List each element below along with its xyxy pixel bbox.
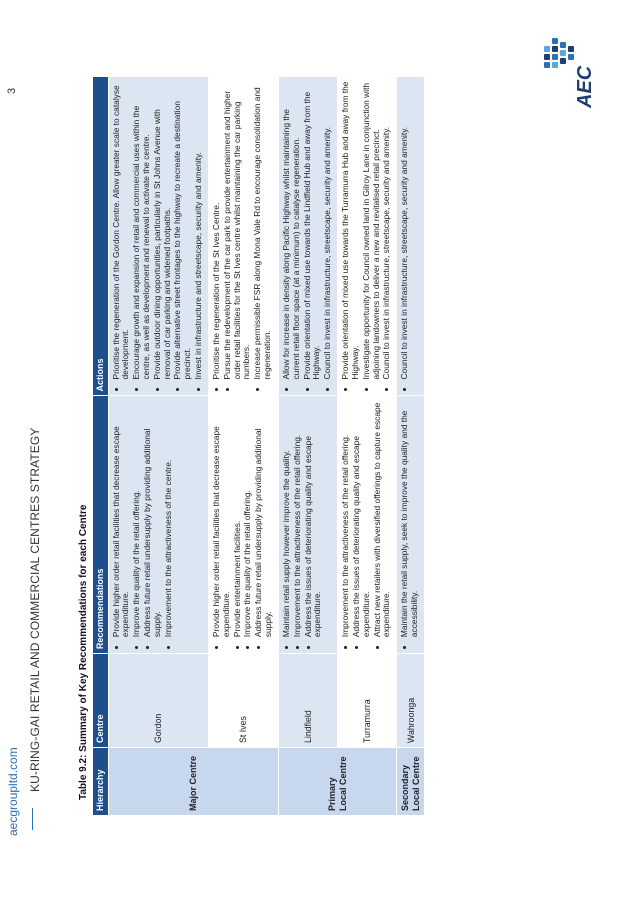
page-number: 3 [6, 87, 18, 94]
recommendations-list [341, 401, 392, 650]
action-item: • Provide orientation of mixed use towards the Turramurra Hub and away from the Highway. [341, 81, 361, 380]
recommendation-item: • Maintain retail supply however improve the quality. [282, 401, 292, 638]
action-item: • Increase permissible FSR along Mona Vale Rd to encourage consolidation and regeneration. [253, 81, 273, 380]
action-item: • Prioritise the regeneration of the St Ives Centre. [212, 81, 222, 380]
action-item: • Allow for increase in density along Pacific Highway whilst maintaining the current retail floor space (at a minimum) to catalyse regeneration. [282, 81, 302, 380]
actions-cell [397, 77, 425, 397]
recommendations-cell [208, 396, 278, 654]
hierarchy-cell: Major Centre [108, 748, 278, 816]
recommendation-item: • Address the issues of deteriorating quality and escape expenditure. [352, 401, 372, 638]
action-item: • Council to invest in infrastructure, streetscape, security and amenity. [382, 81, 392, 380]
action-item: • Prioritise the regeneration of the Gordon Centre. Allow greater scale to catalyse development. [112, 81, 132, 380]
action-item: • Provide alternative street frontages to the highway to recreate a destination precinct. [173, 81, 193, 380]
website-url-link[interactable]: aecgroupltd.com [6, 747, 20, 836]
recommendations-list [282, 401, 323, 650]
recommendation-item: • Improve the quality of the retail offering. [132, 401, 142, 638]
recommendation-item: • Improvement to the attractiveness of the centre. [164, 401, 174, 638]
recommendations-list [112, 401, 174, 650]
table-row [208, 77, 278, 816]
action-item: • Council to invest in infrastructure, streetscape, security and amenity. [400, 81, 410, 380]
document-title: KU-RING-GAI RETAIL AND COMMERCIAL CENTRES STRATEGY [28, 427, 42, 792]
recommendations-list [400, 401, 420, 650]
table-row [338, 77, 397, 816]
action-item: • Encourage growth and expansion of retail and commercial uses within the centre, as well as development and renewal to activate the centre. [132, 81, 152, 380]
column-header-recommendations: Recommendations [93, 396, 109, 654]
recommendation-item: • Attract new retailers with diversified offerings to capture escape expenditure. [373, 401, 393, 638]
footer-rule [32, 808, 33, 830]
recommendation-item: • Address future retail undersupply by providing additional supply. [143, 401, 163, 638]
recommendation-item: • Provide higher order retail facilities that decrease escape expenditure. [112, 401, 132, 638]
actions-list [282, 81, 333, 392]
actions-cell [278, 77, 337, 397]
hierarchy-cell: Primary Local Centre [278, 748, 396, 816]
actions-list [212, 81, 273, 392]
centre-cell: Wahroonga [397, 654, 425, 748]
actions-list [341, 81, 392, 392]
recommendation-item: • Improvement to the attractiveness of the retail offering. [293, 401, 303, 638]
recommendation-item: • Improvement to the attractiveness of the retail offering. [341, 401, 351, 638]
table-header-row [93, 77, 109, 816]
recommendations-cell [338, 396, 397, 654]
recommendations-list [212, 401, 274, 650]
aec-logo [540, 30, 610, 120]
table-row [397, 77, 425, 816]
table-row [278, 77, 337, 816]
logo-wordmark: AEC [574, 65, 596, 108]
recommendations-cell [397, 396, 425, 654]
centre-cell: St Ives [208, 654, 278, 748]
recommendation-item: • Provide higher order retail facilities that decrease escape expenditure. [212, 401, 232, 638]
recommendation-item: • Address future retail undersupply by providing additional supply. [254, 401, 274, 638]
column-header-centre: Centre [93, 654, 109, 748]
column-header-hierarchy: Hierarchy [93, 748, 109, 816]
hierarchy-cell: Secondary Local Centre [397, 748, 425, 816]
actions-list [400, 81, 410, 392]
action-item: • Provide outdoor dining opportunities, particularly in St Johns Avenue with removal of car parking and widened footpaths. [153, 81, 173, 380]
action-item: • Provide orientation of mixed use towards the Lindfield Hub and away from the Highway. [303, 81, 323, 380]
action-item: • Invest in infrastructure and streetscape, security and amenity. [194, 81, 204, 380]
recommendation-item: • Address the issues of deteriorating quality and escape expenditure. [304, 401, 324, 638]
action-item: • Investigate opportunity for Council owned land in Gilroy Lane in conjunction with adjoining landowners to deliver a new and revitalised retail precinct. [362, 81, 382, 380]
column-header-actions: Actions [93, 77, 109, 397]
centre-cell: Gordon [108, 654, 208, 748]
table-body [108, 77, 425, 816]
actions-list [112, 81, 204, 392]
logo-mark-icon [544, 38, 580, 68]
table-row [108, 77, 208, 816]
recommendations-cell [278, 396, 337, 654]
action-item: • Pursue the redevelopment of the car park to provide entertainment and higher order retail facilities for the St Ives centre whilst maintaining the car parking numbers. [223, 81, 252, 380]
centre-cell: Lindfield [278, 654, 337, 748]
recommendation-item: • Improve the quality of the retail offering. [243, 401, 253, 638]
actions-cell [338, 77, 397, 397]
centre-cell: Turramurra [338, 654, 397, 748]
actions-cell [108, 77, 208, 397]
recommendation-item: • Provide entertainment facilities. [233, 401, 243, 638]
recommendations-table [92, 76, 425, 816]
recommendations-cell [108, 396, 208, 654]
actions-cell [208, 77, 278, 397]
action-item: • Council to invest in infrastructure, streetscape, security and amenity. [323, 81, 333, 380]
recommendation-item: • Maintain the retail supply, seek to improve the quality and the accessibility. [400, 401, 420, 638]
table-caption: Table 9.2: Summary of Key Recommendations for each Centre [78, 504, 89, 800]
